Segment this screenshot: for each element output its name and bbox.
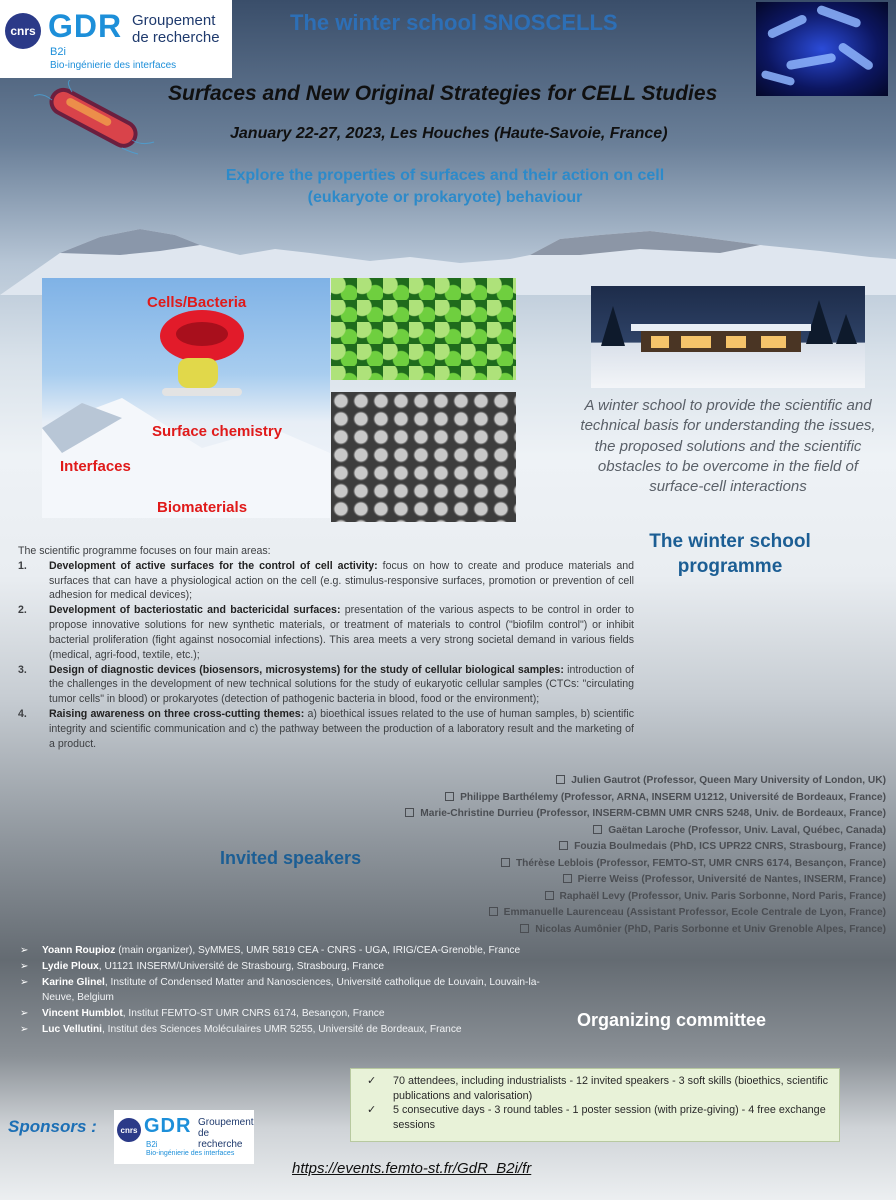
speaker-item	[296, 823, 886, 840]
speaker-text: Gaëtan Laroche (Professor, Univ. Laval, Québec, Canada)	[608, 824, 886, 836]
label-biomaterials: Biomaterials	[157, 499, 248, 516]
item-number: 3.	[18, 663, 27, 676]
event-website-link[interactable]: https://events.femto-st.fr/GdR_B2i/fr	[292, 1160, 532, 1177]
member-name: Vincent Humblot	[42, 1008, 123, 1020]
item-title: Raising awareness on three cross-cutting themes:	[49, 708, 305, 721]
programme-item	[18, 603, 634, 662]
chalet-photo	[591, 286, 865, 388]
item-number: 2.	[18, 604, 27, 617]
gdr-logo	[0, 0, 232, 78]
gdr-line2: de recherche	[132, 29, 220, 46]
committee-member	[20, 943, 550, 959]
member-affiliation: , Institut des Sciences Moléculaires UMR 5255, Université de Bordeaux, France	[102, 1024, 462, 1036]
speaker-item	[296, 790, 886, 807]
gdr-wordmark: GDR	[144, 1115, 192, 1137]
checkmark-icon: ✓	[367, 1075, 377, 1087]
programme-item	[18, 663, 634, 707]
item-text: introduction of the challenges in the development of new technical solutions for the study of eukaryotic cellular samples (CTCs: "circulating tumor cells" in blood) or prokaryotes (detection of pathogenic bacteria in blood, food or the environment);	[49, 663, 634, 706]
cnrs-logo-icon: cnrs	[117, 1118, 141, 1142]
speaker-item	[296, 889, 886, 906]
checkbox-bullet-icon	[563, 874, 572, 883]
label-surface-chemistry: Surface chemistry	[152, 423, 283, 440]
bacteria-micrograph	[756, 2, 888, 96]
member-affiliation: (main organizer), SyMMES, UMR 5819 CEA - CNRS - UGA, IRIG/CEA-Grenoble, France	[115, 945, 521, 956]
checkbox-bullet-icon	[593, 825, 602, 834]
checkbox-bullet-icon	[520, 924, 529, 933]
b2i-subtitle: Bio-ingénierie des interfaces	[146, 1150, 235, 1157]
tagline-line2: (eukaryote or prokaryote) behaviour	[307, 188, 583, 206]
gdr-line1: Groupement	[132, 12, 216, 29]
item-text: focus on how to create and produce materials and surfaces that can have a physiological action on the cell (e.g. stimulus-responsive surfaces, promotion or prevention of cell adhesion for medical devices);	[49, 559, 635, 602]
item-title: Development of active surfaces for the control of cell activity:	[49, 559, 378, 572]
speaker-item	[296, 856, 886, 873]
checkbox-bullet-icon	[501, 858, 510, 867]
item-title: Design of diagnostic devices (biosensors, microsystems) for the study of cellular biological samples:	[49, 663, 564, 676]
speaker-item	[296, 922, 886, 939]
gdr-wordmark: GDR	[48, 8, 123, 44]
programme-heading	[620, 530, 840, 579]
tagline-line1: Explore the properties of surfaces and their action on cell	[225, 167, 665, 184]
arrow-bullet-icon: ➢	[20, 976, 29, 988]
speaker-item	[296, 773, 886, 790]
item-number: 4.	[18, 708, 27, 721]
speaker-text: Julien Gautrot (Professor, Queen Mary University of London, UK)	[571, 775, 886, 786]
speaker-text: Emmanuelle Laurenceau (Assistant Professor, Ecole Centrale de Lyon, France)	[503, 907, 886, 919]
member-name: Karine Glinel	[42, 976, 105, 988]
speaker-text: Raphaël Levy (Professor, Univ. Paris Sorbonne, Nord Paris, France)	[559, 890, 886, 902]
item-number: 1.	[18, 559, 27, 572]
member-affiliation: , U1121 INSERM/Université de Strasbourg, Strasbourg, France	[98, 960, 384, 972]
cell-snowboard-collage	[42, 278, 330, 518]
item-text: presentation of the various aspects to be control in order to propose innovative solutions for new synthetic materials, or treatment of materials to control ("biofilm control") or inhibit bacterial proliferation (fight against nosocomial infections). This area meets a very strong societal demand in various fields (medical, agri-food, textile, etc.);	[49, 604, 634, 661]
programme-text	[18, 544, 634, 752]
arrow-bullet-icon: ➢	[20, 945, 29, 956]
member-name: Yoann Roupioz	[42, 945, 116, 956]
programme-list	[18, 559, 634, 752]
committee-member	[20, 975, 550, 1007]
fact-text: 5 consecutive days - 3 round tables - 1 poster session (with prize-giving) - 4 free exchange sessions	[393, 1104, 826, 1131]
programme-heading-line2: programme	[677, 555, 783, 577]
checkbox-bullet-icon	[556, 775, 565, 784]
b2i-label: B2i	[50, 46, 66, 58]
fact-item	[367, 1103, 829, 1132]
b2i-label: B2i	[146, 1140, 158, 1149]
organizing-committee-list	[20, 943, 550, 1038]
speaker-text: Marie-Christine Durrieu (Professor, INSERM-CBMN UMR CNRS 5248, Univ. de Bordeaux, France)	[420, 808, 886, 820]
event-dates: January 22-27, 2023, Les Houches (Haute-Savoie, France)	[230, 125, 668, 142]
checkbox-bullet-icon	[489, 907, 498, 916]
event-main-title: Surfaces and New Original Strategies for CELL Studies	[168, 82, 718, 105]
checkbox-bullet-icon	[545, 891, 554, 900]
speaker-item	[296, 806, 886, 823]
member-name: Luc Vellutini	[42, 1024, 103, 1036]
invited-speakers-list	[296, 773, 886, 938]
item-text: a) bioethical issues related to the use of human samples, b) scientific integrity and scientific communication and c) the pathway between the production of a laboratory result and the marketing of a product.	[49, 708, 634, 750]
speaker-text: Nicolas Aumônier (PhD, Paris Sorbonne et Univ Grenoble Alpes, France)	[535, 923, 886, 935]
gdr-line2: de recherche	[198, 1128, 243, 1150]
invited-speakers-heading: Invited speakers	[220, 848, 362, 868]
event-tagline	[200, 165, 690, 208]
committee-member	[20, 1022, 550, 1038]
sem-cells-image	[331, 392, 516, 522]
programme-heading-line1: The winter school	[649, 531, 811, 552]
gdr-line1: Groupement	[198, 1117, 254, 1128]
fact-item	[367, 1074, 829, 1103]
cnrs-logo-icon: cnrs	[5, 13, 41, 49]
label-cells-bacteria: Cells/Bacteria	[147, 294, 247, 311]
bacteria-image	[32, 80, 157, 155]
speaker-item	[296, 839, 886, 856]
key-facts-box	[350, 1068, 840, 1142]
cell-microscopy-image	[331, 278, 516, 380]
label-interfaces: Interfaces	[60, 458, 131, 475]
speaker-text: Thérèse Leblois (Professor, FEMTO-ST, UMR CNRS 6174, Besançon, France)	[515, 857, 886, 869]
speaker-text: Philippe Barthélemy (Professor, ARNA, INSERM U1212, Université de Bordeaux, France)	[460, 791, 886, 803]
programme-intro: The scientific programme focuses on four main areas:	[18, 545, 271, 557]
fact-text: 70 attendees, including industrialists - 12 invited speakers - 3 soft skills (bioethics, scientific publications and valorisation)	[393, 1075, 829, 1102]
arrow-bullet-icon: ➢	[20, 960, 29, 972]
speaker-item	[296, 872, 886, 889]
sponsors-label: Sponsors :	[8, 1117, 97, 1136]
speaker-text: Pierre Weiss (Professor, Université de Nantes, INSERM, France)	[577, 874, 886, 886]
checkmark-icon: ✓	[367, 1104, 377, 1117]
committee-member	[20, 1006, 550, 1022]
checkbox-bullet-icon	[405, 808, 414, 817]
member-affiliation: , Institut FEMTO-ST UMR CNRS 6174, Besançon, France	[122, 1008, 385, 1020]
committee-member	[20, 959, 550, 975]
organizing-committee-heading: Organizing committee	[577, 1010, 767, 1030]
school-description: A winter school to provide the scientific and technical basis for understanding the issues, the proposed solutions and the scientific obstacles to be overcome in the field of surface-cell interactions	[580, 397, 876, 495]
checkbox-bullet-icon	[445, 792, 454, 801]
programme-item	[18, 559, 634, 603]
item-title: Development of bacteriostatic and bactericidal surfaces:	[49, 604, 341, 617]
arrow-bullet-icon: ➢	[20, 1008, 29, 1020]
event-top-title: The winter school SNOSCELLS	[290, 10, 618, 35]
member-name: Lydie Ploux	[42, 960, 99, 972]
speaker-text: Fouzia Boulmedais (PhD, ICS UPR22 CNRS, Strasbourg, France)	[574, 841, 886, 853]
programme-item	[18, 707, 634, 751]
speaker-item	[296, 905, 886, 922]
arrow-bullet-icon: ➢	[20, 1024, 29, 1036]
sponsor-gdr-logo	[114, 1110, 254, 1164]
checkbox-bullet-icon	[559, 841, 568, 850]
b2i-subtitle: Bio-ingénierie des interfaces	[50, 60, 177, 71]
member-affiliation: , Institute of Condensed Matter and Nanosciences, Université catholique de Louvain, Louvain-la-Neuve, Belgium	[42, 976, 540, 1004]
